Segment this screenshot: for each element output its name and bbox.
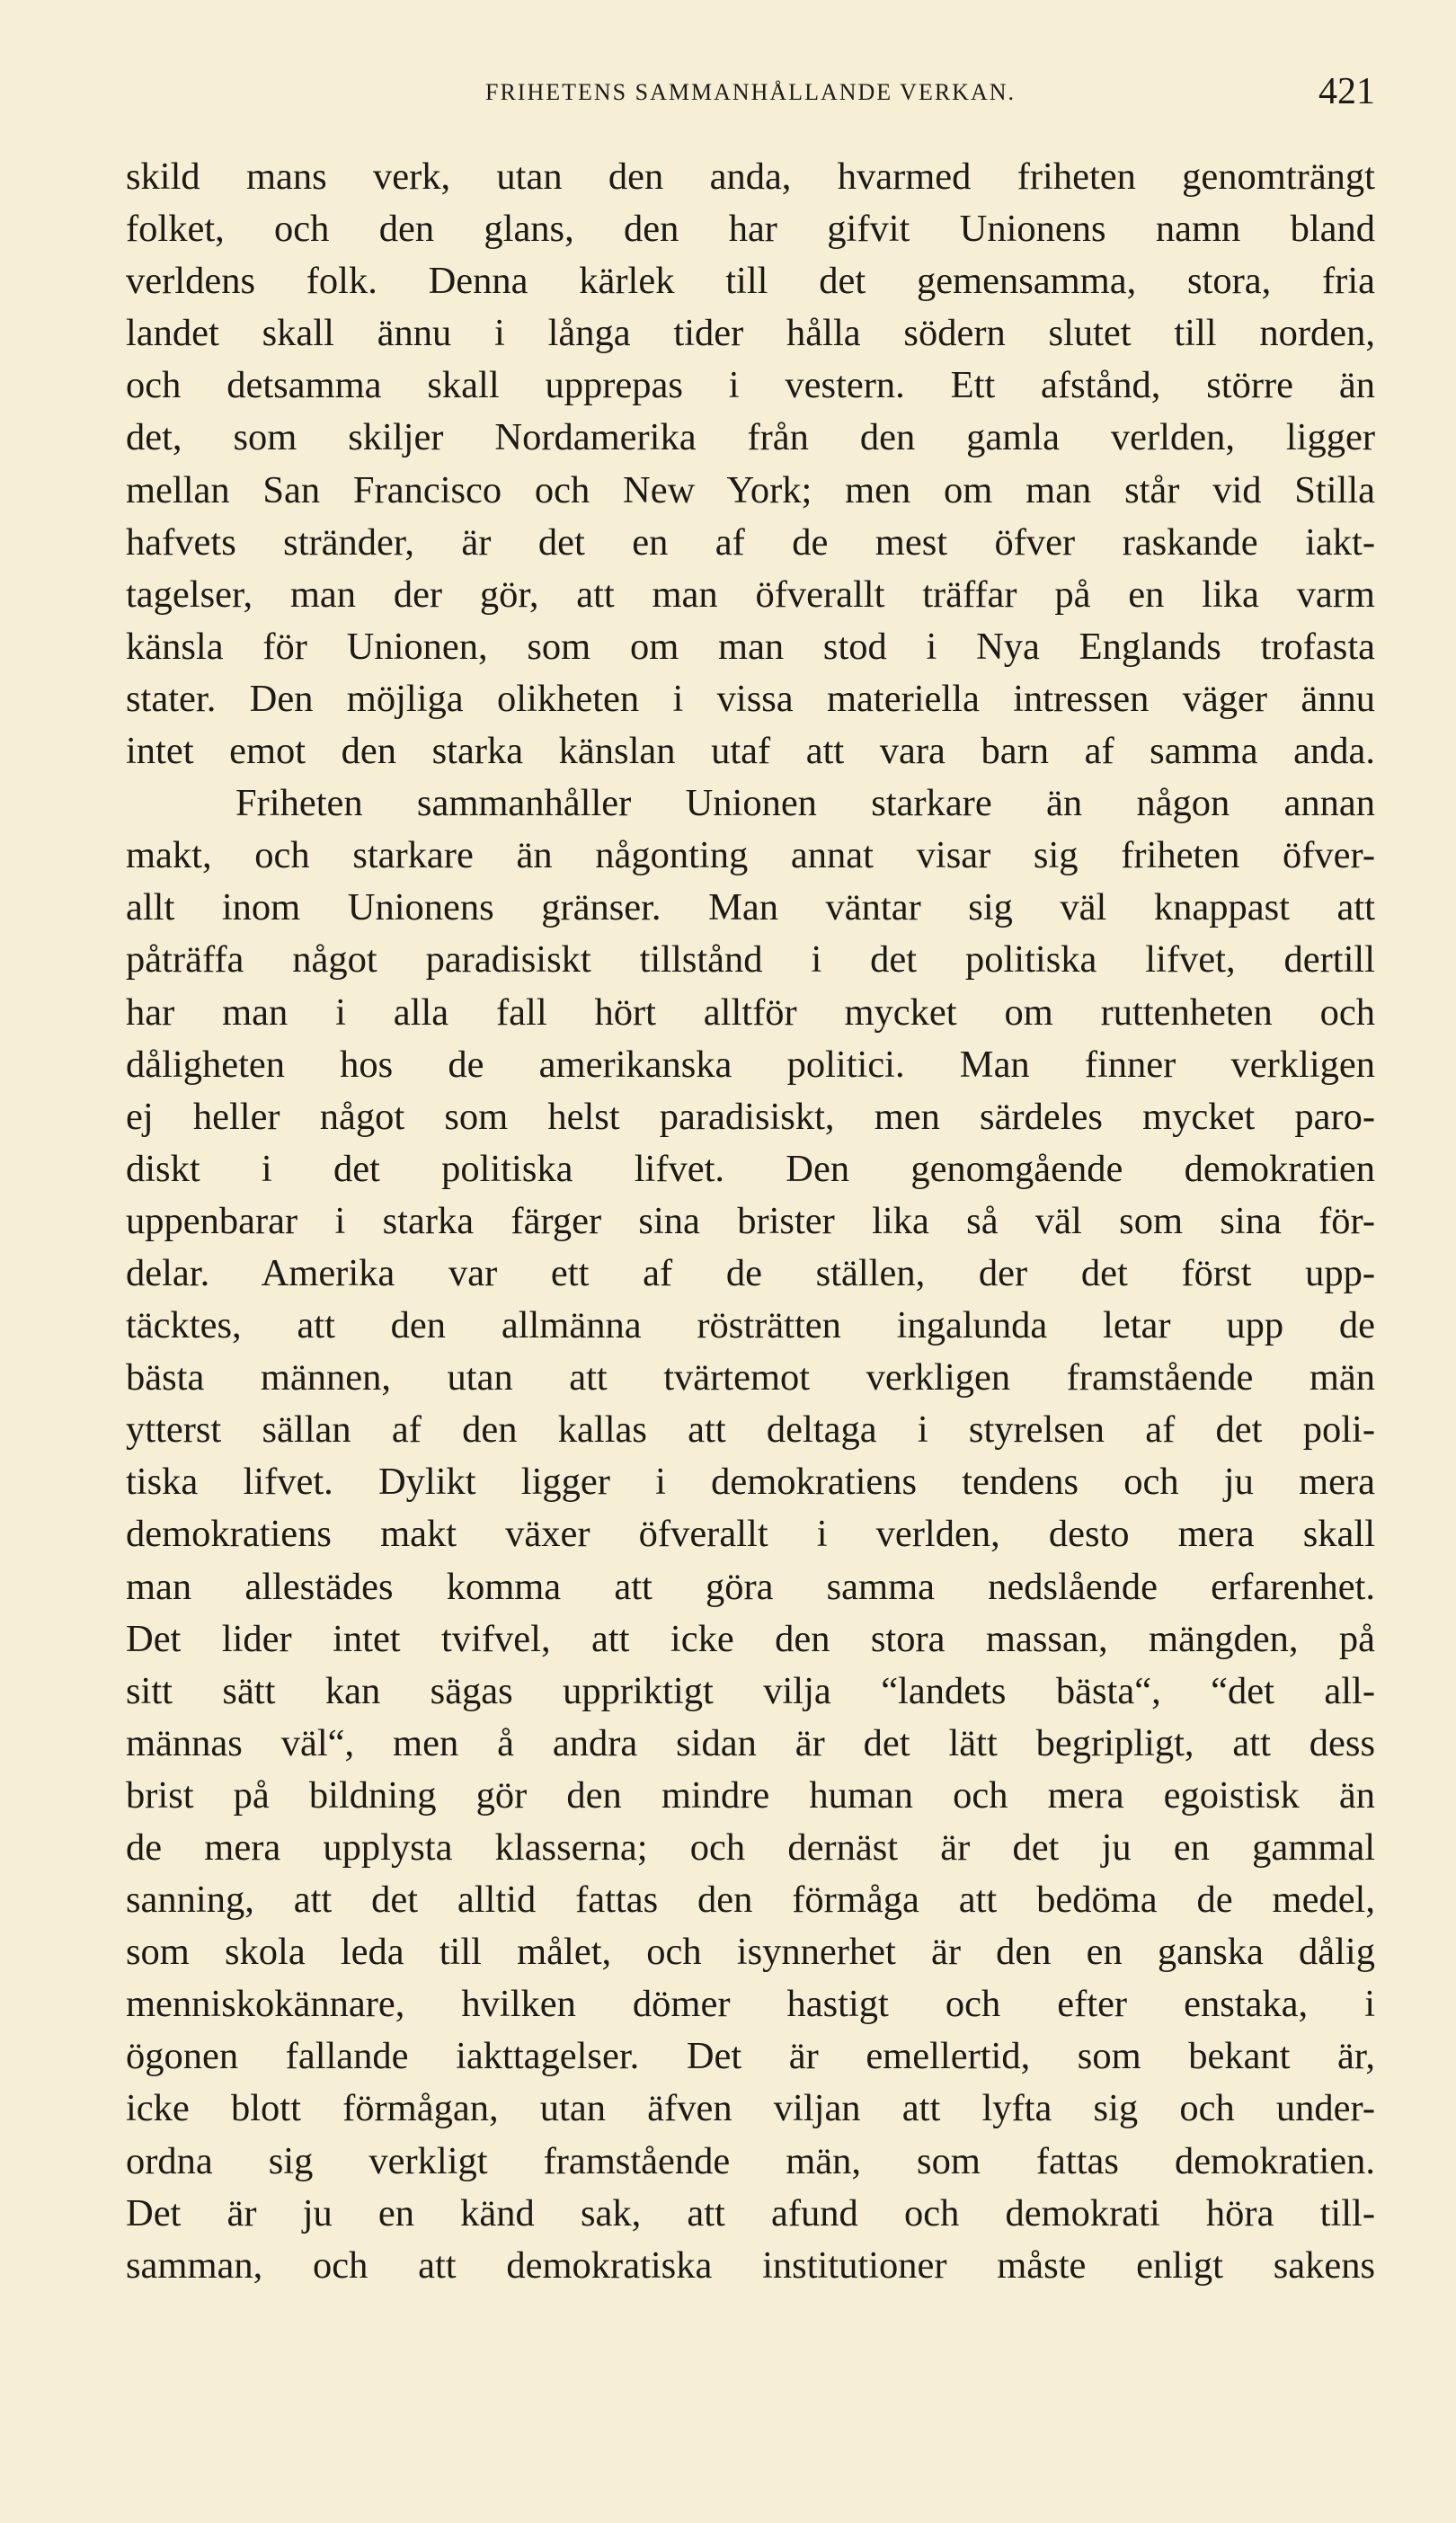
page-number: 421 — [1318, 71, 1375, 112]
text-line: menniskokännare, hvilken dömer hastigt och efter enstaka, i — [126, 1983, 1375, 2026]
text-line: hafvets stränder, är det en af de mest öfver raskande iakt- — [126, 520, 1375, 564]
text-line: ytterst sällan af den kallas att deltaga i styrelsen af det poli- — [126, 1408, 1375, 1452]
text-line: allt inom Unionens gränser. Man väntar sig väl knappast att — [126, 886, 1375, 929]
text-line: man allestädes komma att göra samma nedslående erfarenhet. — [126, 1565, 1375, 1608]
running-head — [126, 70, 1375, 124]
text-line: Det lider intet tvifvel, att icke den stora massan, mängden, på — [126, 1617, 1375, 1660]
text-line: känsla för Unionen, som om man stod i Nya Englands trofasta — [126, 625, 1375, 668]
text-line: makt, och starkare än någonting annat visar sig friheten öfver- — [126, 834, 1375, 877]
text-line: landet skall ännu i långa tider hålla södern slutet till norden, — [126, 312, 1375, 355]
text-line: sitt sätt kan sägas uppriktigt vilja “landets bästa“, “det all- — [126, 1669, 1375, 1712]
text-line: täcktes, att den allmänna rösträtten ingalunda letar upp de — [126, 1304, 1375, 1347]
text-line: ögonen fallande iakttagelser. Det är emellertid, som bekant är, — [126, 2035, 1375, 2078]
text-line: diskt i det politiska lifvet. Den genomgående demokratien — [126, 1147, 1375, 1190]
text-line: intet emot den starka känslan utaf att vara barn af samma anda. — [126, 730, 1375, 773]
running-title: FRIHETENS SAMMANHÅLLANDE VERKAN. — [484, 79, 1017, 105]
text-line: skild mans verk, utan den anda, hvarmed friheten genomträngt — [126, 155, 1375, 198]
text-line: Friheten sammanhåller Unionen starkare än någon annan — [235, 782, 1375, 825]
body-text — [126, 151, 1375, 2292]
text-line: icke blott förmågan, utan äfven viljan att lyfta sig och under- — [126, 2087, 1375, 2130]
text-line: tiska lifvet. Dylikt ligger i demokratiens tendens och ju mera — [126, 1461, 1375, 1504]
text-line: bästa männen, utan att tvärtemot verkligen framstående män — [126, 1356, 1375, 1399]
text-line: som skola leda till målet, och isynnerhet är den en ganska dålig — [126, 1931, 1375, 1974]
text-line: det, som skiljer Nordamerika från den gamla verlden, ligger — [126, 416, 1375, 459]
text-line: har man i alla fall hört alltför mycket om ruttenheten och — [126, 991, 1375, 1034]
text-line: Det är ju en känd sak, att afund och demokrati höra till- — [126, 2191, 1375, 2234]
text-line: brist på bildning gör den mindre human och mera egoistisk än — [126, 1773, 1375, 1817]
text-line: ordna sig verkligt framstående män, som fattas demokratien. — [126, 2139, 1375, 2182]
text-line: tagelser, man der gör, att man öfverallt träffar på en lika varm — [126, 573, 1375, 616]
text-line: samman, och att demokratiska institutioner måste enligt sakens — [126, 2243, 1375, 2287]
text-line: och detsamma skall upprepas i vestern. Ett afstånd, större än — [126, 364, 1375, 407]
text-line: påträffa något paradisiskt tillstånd i det politiska lifvet, dertill — [126, 938, 1375, 982]
text-line: mellan San Francisco och New York; men om man står vid Stilla — [126, 468, 1375, 511]
text-line: ej heller något som helst paradisiskt, men särdeles mycket paro- — [126, 1095, 1375, 1138]
text-line: dåligheten hos de amerikanska politici. Man finner verkligen — [126, 1043, 1375, 1086]
text-line: uppenbarar i starka färger sina brister lika så väl som sina för- — [126, 1199, 1375, 1242]
text-line: sanning, att det alltid fattas den förmåga att bedöma de medel, — [126, 1879, 1375, 1922]
text-line: stater. Den möjliga olikheten i vissa materiella intressen väger ännu — [126, 677, 1375, 720]
text-line: verldens folk. Denna kärlek till det gemensamma, stora, fria — [126, 260, 1375, 303]
text-line: männas väl“, men å andra sidan är det lätt begripligt, att dess — [126, 1721, 1375, 1764]
text-line: delar. Amerika var ett af de ställen, der det först upp- — [126, 1251, 1375, 1294]
text-line: de mera upplysta klasserna; och dernäst är det ju en gammal — [126, 1826, 1375, 1869]
text-line: demokratiens makt växer öfverallt i verlden, desto mera skall — [126, 1513, 1375, 1556]
text-line: folket, och den glans, den har gifvit Unionens namn bland — [126, 208, 1375, 251]
